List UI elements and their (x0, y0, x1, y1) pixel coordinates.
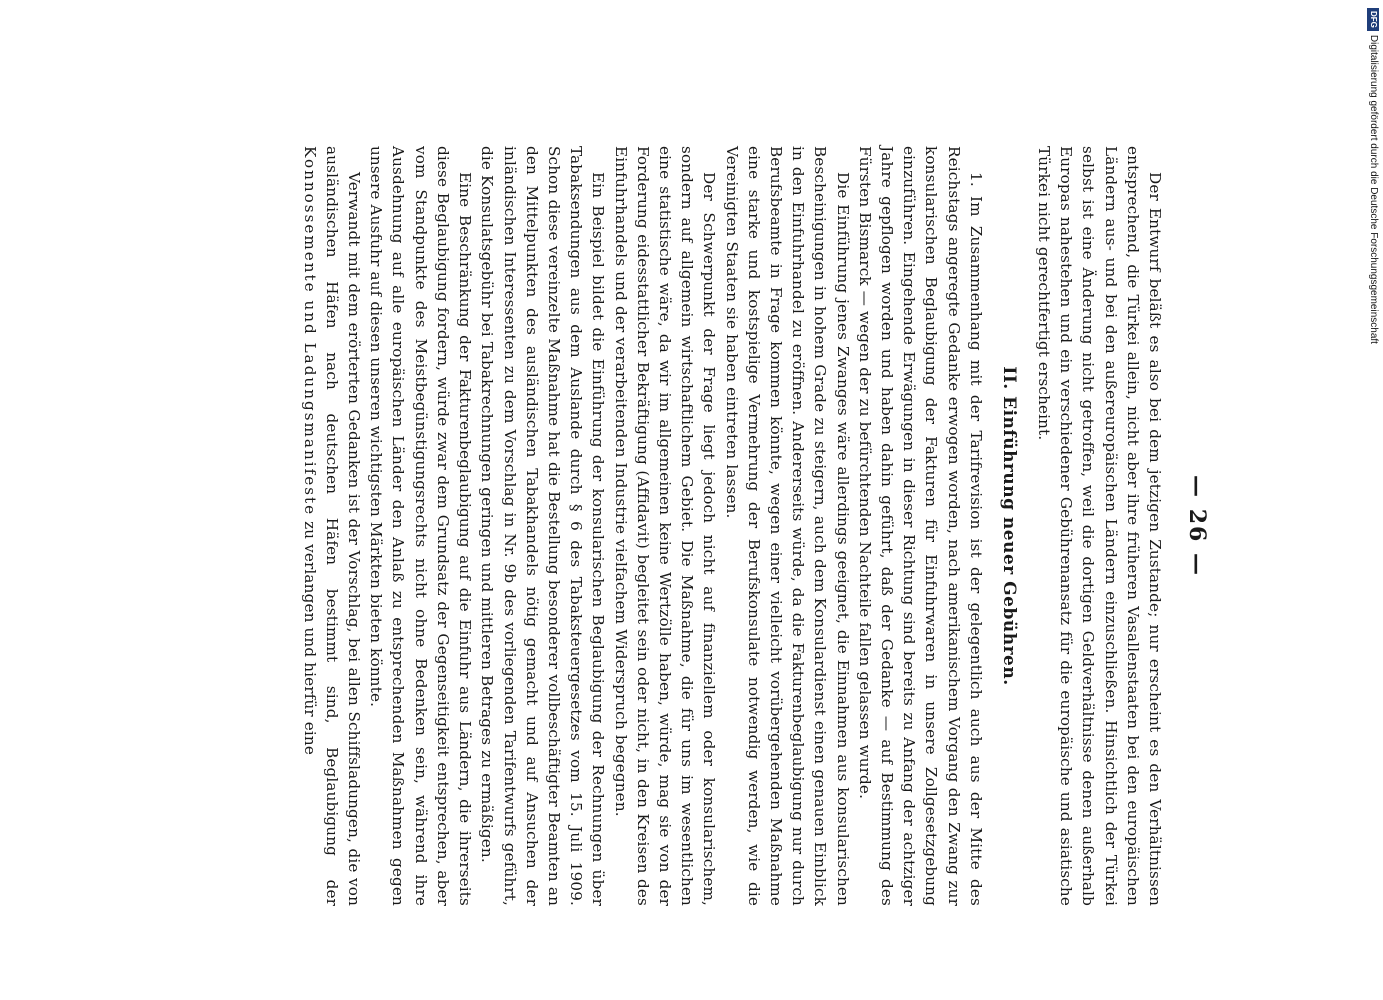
section-paragraph-3: Der Schwerpunkt der Frage liegt jedoch nicht auf finanziellem oder konsularischem, sondern auf allgemein wirtschaftlichem Gebiet. Die Maßnahme, die für uns im wesentlichen eine statistische wäre, da wir im allgemeinen keine Wertzölle haben, würde, mag sie von der Forderung eidesstattlicher Bekräftigung (Affidavit) begleitet sein oder nicht, in den Kreisen des Einfuhrhandels und der verarbeitenden Industrie vielfachem Widerspruch begegnen. (611, 146, 719, 906)
last-paragraph-end: zu verlangen und hierfür eine (300, 516, 319, 755)
section-heading: II. Einführung neuer Gebühren. (998, 366, 1019, 686)
section-paragraph-6 (298, 146, 365, 906)
section-paragraph-4: Ein Beispiel bildet die Einführung der konsularischen Beglaubigung der Rechnungen über Tabaksendungen aus dem Auslande durch § 6 des Tabaksteuergesetzes vom 15. Juli 1909. Schon diese vereinzelte Maßnahme hat die Bestellung besonderer vollbeschäftigter Beamten an den Mittelpunkten des ausländischen Tabakhandels nötig gemacht und auf Ansuchen der inländischen Interessenten zu dem Vorschlag in Nr. 9b des vorliegenden Tarifentwurfs geführt, die Konsulatsgebühr bei Tabakrechnungen geringen und mittleren Betrages zu ermäßigen. (478, 146, 608, 906)
dfg-logo: DFG (1367, 8, 1379, 31)
section-paragraph-2: Die Einführung jenes Zwanges wäre allerdings geeignet, die Einnahmen aus konsularischen Bescheinigungen in hohem Grade zu steigern, auch dem Konsulardienst einen genauen Einblick in den Einfuhrhandel zu eröffnen. Andererseits würde, da die Fakturenbeglaubigung nur durch Berufsbeamte in Frage kommen könnte, wegen einer vielleicht vorübergehenden Maßnahme eine starke und kostspielige Vermehrung der Berufskonsulate notwendig werden, wie die Vereinigten Staaten sie haben eintreten lassen. (722, 146, 852, 906)
dfg-watermark (1366, 8, 1380, 968)
watermark-text: Digitalisierung gefördert durch die Deutsche Forschungsgemeinschaft (1368, 34, 1379, 344)
rotated-text-block (110, 146, 1210, 906)
last-paragraph-spaced-term: Konnossemente und Ladungsmanifeste (300, 146, 319, 517)
section-paragraph-1: 1. Im Zusammenhang mit der Tarifrevision ist der gelegentlich auch aus der Mitte des Reichstags angeregte Gedanke erwogen worden, nach amerikanischem Vorgang den Zwang zur konsularischen Beglaubigung der Fakturen für Einfuhrwaren in unsere Zollgesetzgebung einzuführen. Eingehende Erwägungen in dieser Richtung sind bereits zu Anfang der achtziger Jahre gepflogen worden und haben dahin geführt, daß der Gedanke — auf Bestimmung des Fürsten Bismarck — wegen der zu befürchtenden Nachteile fallen gelassen wurde. (855, 146, 985, 906)
section-paragraph-5: Eine Beschränkung der Fakturenbeglaubigung auf die Einfuhr aus Ländern, die ihrerseits diese Beglaubigung fordern, würde zwar dem Grundsatz der Gegenseitigkeit entsprechen, aber vom Standpunkte des Meistbegünstigungsrechts nicht ohne Bedenken sein, während ihre Ausdehnung auf alle europäischen Länder den Anlaß zu entsprechenden Maßnahmen gegen unsere Ausfuhr auf diesen unseren wichtigsten Märkten bieten könnte. (367, 146, 475, 906)
page-number: — 26 — (1184, 475, 1210, 577)
last-paragraph-start: Verwandt mit dem erörterten Gedanken ist der Vorschlag, bei allen Schiffsladungen, die von ausländischen Häfen nach deutschen Häfen bestimmt sind, Beglaubigung der (322, 146, 364, 906)
intro-paragraph: Der Entwurf beläßt es also bei dem jetzigen Zustande; nur erscheint es den Verhältnissen entsprechend, die Türkei allein, nicht aber ihre früheren Vasallenstaaten bei den europäischen Ländern aus- und bei den außereuropäischen Ländern einzuschließen. Hinsichtlich der Türkei selbst ist eine Änderung nicht getroffen, weil die dortigen Geldverhältnisse denen außerhalb Europas nahestehen und ein verschiedener Gebührenansatz für die europäische und asiatische Türkei nicht gerechtfertigt erscheint. (1034, 146, 1164, 906)
